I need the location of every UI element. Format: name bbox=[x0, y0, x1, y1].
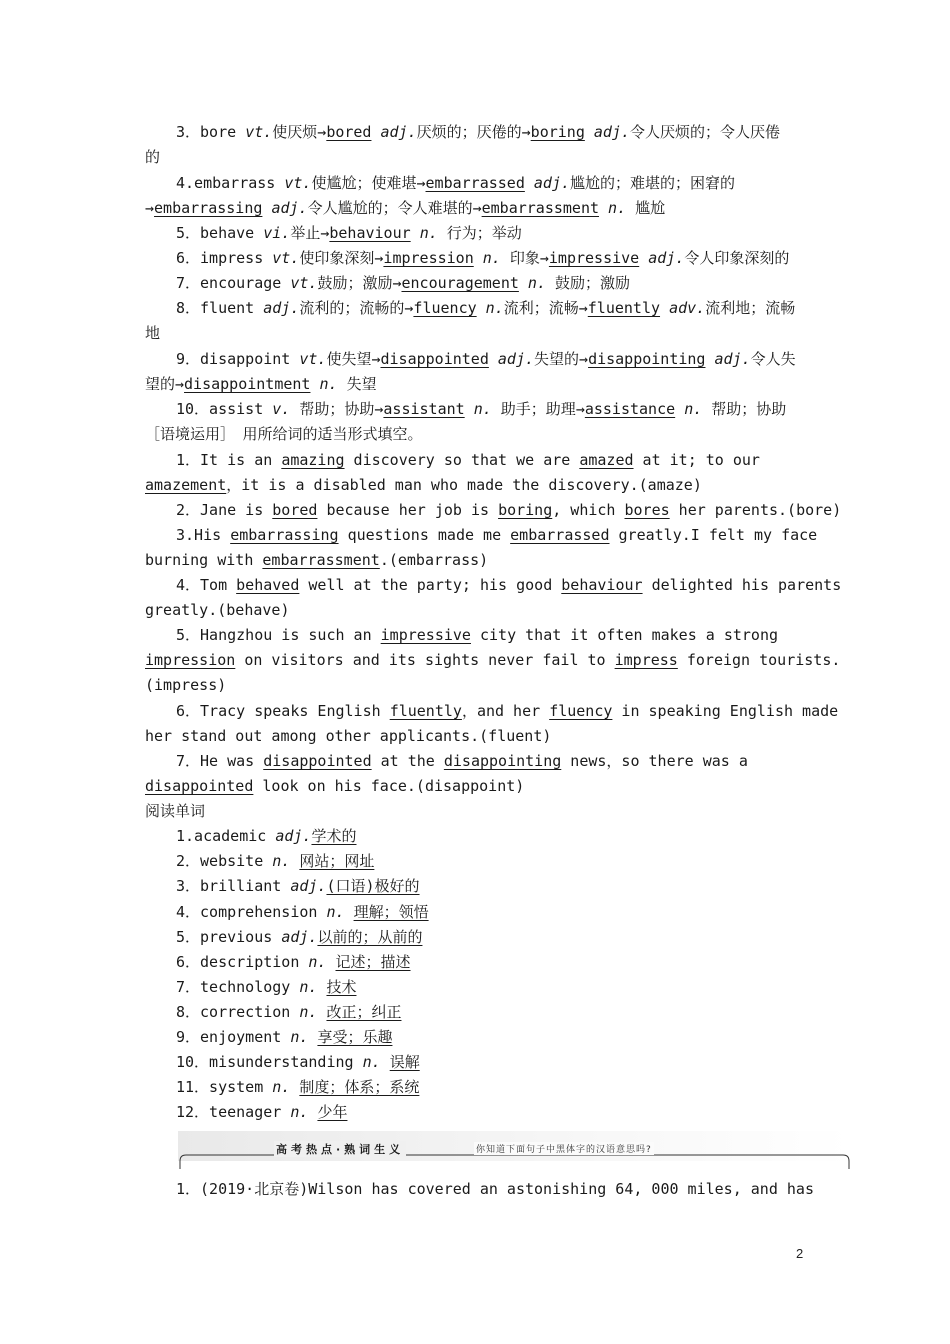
text-run: 尴尬 bbox=[626, 199, 666, 217]
text-line bbox=[176, 120, 813, 145]
text-run: city that it often makes a strong bbox=[470, 626, 779, 644]
answer-blank: fluently bbox=[389, 702, 462, 720]
text-run: 鼓励；激励→ bbox=[317, 274, 402, 292]
text-run: because her job is bbox=[317, 501, 499, 519]
text-line bbox=[176, 749, 813, 774]
part-of-speech: n. bbox=[485, 299, 504, 317]
part-of-speech: n. bbox=[527, 274, 546, 292]
text-run bbox=[489, 350, 498, 368]
text-run: 举止→ bbox=[290, 224, 330, 242]
answer-blank: bored bbox=[272, 501, 318, 519]
text-line bbox=[176, 523, 818, 548]
answer-blank: disappointment bbox=[184, 375, 311, 393]
text-run: 流利；流畅→ bbox=[503, 299, 588, 317]
text-run: delighted his parents bbox=[642, 576, 842, 594]
text-line bbox=[176, 448, 813, 473]
text-run: 9．enjoyment bbox=[176, 1028, 291, 1046]
answer-blank: impress bbox=[614, 651, 678, 669]
text-run bbox=[675, 400, 684, 418]
answer-blank: assistant bbox=[383, 400, 465, 418]
answer-blank: embarrassed bbox=[425, 174, 525, 192]
text-run: 9．disappoint bbox=[176, 350, 300, 368]
part-of-speech: adj. bbox=[263, 299, 300, 317]
text-run: 使失望→ bbox=[326, 350, 381, 368]
text-line bbox=[145, 372, 813, 397]
text-run: 使印象深刻→ bbox=[299, 249, 384, 267]
text-run bbox=[585, 123, 594, 141]
text-line bbox=[145, 648, 841, 673]
text-line bbox=[176, 1075, 813, 1100]
text-line bbox=[145, 548, 813, 573]
page-number: 2 bbox=[796, 1246, 804, 1261]
part-of-speech: n. bbox=[290, 1028, 309, 1046]
answer-blank: impression bbox=[383, 249, 474, 267]
text-line bbox=[176, 221, 813, 246]
answer-blank: 理解；领悟 bbox=[353, 903, 429, 921]
answer-blank: embarrassment bbox=[262, 551, 380, 569]
text-run: 1.academic bbox=[176, 827, 276, 845]
answer-blank: 记述；描述 bbox=[335, 953, 411, 971]
text-run: (impress) bbox=[145, 676, 227, 694]
part-of-speech: vt. bbox=[284, 174, 312, 192]
text-run: ［语境运用］ 用所给词的适当形式填空。 bbox=[145, 425, 423, 443]
answer-blank: behaviour bbox=[561, 576, 643, 594]
part-of-speech: n. bbox=[473, 400, 492, 418]
text-run: 10．misunderstanding bbox=[176, 1053, 363, 1071]
text-run: 望的→ bbox=[145, 375, 185, 393]
text-line bbox=[145, 473, 813, 498]
text-run: at it; to our bbox=[633, 451, 760, 469]
part-of-speech: adj. bbox=[648, 249, 685, 267]
text-run: foreign tourists. bbox=[677, 651, 841, 669]
text-run: 令人厌烦的；令人厌倦 bbox=[630, 123, 781, 141]
section-banner bbox=[178, 1131, 851, 1173]
text-run: 6．Tracy speaks English bbox=[176, 702, 390, 720]
text-line bbox=[176, 975, 813, 1000]
text-run: her stand out among other applicants.(fluent) bbox=[145, 727, 552, 745]
part-of-speech: adj. bbox=[714, 350, 751, 368]
part-of-speech: n. bbox=[419, 224, 438, 242]
text-run bbox=[381, 1053, 390, 1071]
text-run bbox=[639, 249, 648, 267]
answer-blank: behaviour bbox=[329, 224, 411, 242]
answer-blank: embarrassing bbox=[154, 199, 263, 217]
text-line bbox=[176, 925, 813, 950]
answer-blank: disappointed bbox=[145, 777, 254, 795]
text-run: 1．(2019·北京卷)Wilson has covered an astonishing 64, 000 miles, and has bbox=[176, 1180, 814, 1198]
text-run bbox=[705, 350, 714, 368]
answer-blank: 误解 bbox=[389, 1053, 420, 1071]
text-run: 5．behave bbox=[176, 224, 264, 242]
text-run: her parents.(bore) bbox=[669, 501, 842, 519]
part-of-speech: n. bbox=[308, 953, 327, 971]
text-run: 10．assist bbox=[176, 400, 273, 418]
part-of-speech: n. bbox=[272, 1078, 291, 1096]
answer-blank: fluency bbox=[413, 299, 477, 317]
text-run: 8．fluent bbox=[176, 299, 264, 317]
answer-blank: embarrassed bbox=[510, 526, 610, 544]
part-of-speech: adj. bbox=[281, 928, 318, 946]
text-line bbox=[145, 598, 813, 623]
text-line bbox=[145, 774, 813, 799]
text-line bbox=[176, 573, 842, 598]
text-run bbox=[345, 903, 354, 921]
part-of-speech: adj. bbox=[275, 827, 312, 845]
text-run: greatly.I felt my face bbox=[609, 526, 818, 544]
answer-blank: 制度；体系；系统 bbox=[299, 1078, 420, 1096]
text-run bbox=[326, 953, 335, 971]
text-run: ，and her bbox=[461, 702, 550, 720]
text-run bbox=[525, 174, 534, 192]
part-of-speech: adj. bbox=[533, 174, 571, 192]
part-of-speech: v. bbox=[272, 400, 291, 418]
text-run: questions made me bbox=[338, 526, 511, 544]
answer-blank: bored bbox=[326, 123, 372, 141]
text-run: 使尴尬；使难堪→ bbox=[311, 174, 426, 192]
part-of-speech: n. bbox=[482, 249, 501, 267]
text-run: 5．previous bbox=[176, 928, 282, 946]
text-line bbox=[176, 874, 813, 899]
banner-subtitle: 你知道下面句子中黑体字的汉语意思吗? bbox=[474, 1142, 654, 1155]
answer-blank: 以前的；从前的 bbox=[317, 928, 423, 946]
text-run: 7．technology bbox=[176, 978, 300, 996]
text-line bbox=[176, 347, 813, 372]
text-line bbox=[145, 422, 813, 447]
text-run: on visitors and its sights never fail to bbox=[235, 651, 615, 669]
text-run: , which bbox=[552, 501, 625, 519]
answer-blank: encouragement bbox=[401, 274, 519, 292]
text-run bbox=[519, 274, 528, 292]
part-of-speech: n. bbox=[608, 199, 627, 217]
text-run: 令人失 bbox=[750, 350, 796, 368]
text-run: 12．teenager bbox=[176, 1103, 291, 1121]
answer-blank: boring bbox=[498, 501, 553, 519]
text-run: discovery so that we are bbox=[344, 451, 580, 469]
part-of-speech: adj. bbox=[271, 199, 308, 217]
text-run: 流利的；流畅的→ bbox=[299, 299, 414, 317]
text-run: 4．comprehension bbox=[176, 903, 327, 921]
text-line bbox=[176, 397, 813, 422]
answer-blank: 学术的 bbox=[311, 827, 357, 845]
answer-blank: fluency bbox=[549, 702, 613, 720]
text-run: 7．encourage bbox=[176, 274, 291, 292]
answer-blank: disappointing bbox=[588, 350, 706, 368]
text-run: 流利地；流畅 bbox=[705, 299, 796, 317]
text-line bbox=[145, 799, 813, 824]
text-run: 地 bbox=[145, 324, 161, 342]
text-run: 4.embarrass bbox=[176, 174, 285, 192]
text-run: 的 bbox=[145, 148, 161, 166]
text-line bbox=[176, 849, 813, 874]
answer-blank: amazement bbox=[145, 476, 227, 494]
text-run bbox=[310, 375, 319, 393]
text-run: 失望的→ bbox=[534, 350, 589, 368]
text-run: 尴尬的；难堪的；困窘的 bbox=[570, 174, 736, 192]
answer-blank: 少年 bbox=[317, 1103, 348, 1121]
text-run: 印象→ bbox=[500, 249, 549, 267]
text-run: 6．impress bbox=[176, 249, 273, 267]
answer-blank: fluently bbox=[587, 299, 661, 317]
text-line bbox=[145, 673, 813, 698]
text-run: look on his face.(disappoint) bbox=[253, 777, 525, 795]
text-run bbox=[465, 400, 474, 418]
text-run: → bbox=[145, 199, 155, 217]
part-of-speech: n. bbox=[362, 1053, 381, 1071]
text-run: in speaking English made bbox=[612, 702, 839, 720]
part-of-speech: n. bbox=[319, 375, 338, 393]
part-of-speech: vt. bbox=[290, 274, 318, 292]
text-line bbox=[176, 498, 842, 523]
part-of-speech: adj. bbox=[593, 123, 631, 141]
text-line bbox=[176, 1177, 813, 1202]
part-of-speech: n. bbox=[290, 1103, 309, 1121]
text-run: well at the party; his good bbox=[299, 576, 562, 594]
answer-blank: impressive bbox=[548, 249, 640, 267]
part-of-speech: vt. bbox=[299, 350, 327, 368]
text-line bbox=[176, 900, 813, 925]
text-run: 帮助；协助→ bbox=[290, 400, 384, 418]
answer-blank: impression bbox=[145, 651, 236, 669]
answer-blank: embarrassing bbox=[230, 526, 339, 544]
text-run: 使厌烦→ bbox=[272, 123, 327, 141]
answer-blank: boring bbox=[530, 123, 585, 141]
text-run: 3．bore bbox=[176, 123, 246, 141]
answer-blank: disappointed bbox=[263, 752, 372, 770]
text-line bbox=[176, 296, 813, 321]
text-run: 鼓励；激励 bbox=[545, 274, 631, 292]
text-run: ，it is a disabled man who made the discovery.(amaze) bbox=[226, 476, 702, 494]
text-line bbox=[176, 623, 813, 648]
text-run: greatly.(behave) bbox=[145, 601, 290, 619]
text-run: 3.His bbox=[176, 526, 231, 544]
text-run bbox=[599, 199, 608, 217]
text-run: 1．It is an bbox=[176, 451, 282, 469]
text-run bbox=[411, 224, 420, 242]
text-line bbox=[176, 271, 813, 296]
answer-blank: disappointed bbox=[380, 350, 489, 368]
text-line bbox=[145, 724, 813, 749]
answer-blank: 享受；乐趣 bbox=[317, 1028, 393, 1046]
text-line bbox=[176, 950, 813, 975]
banner-title: 高考热点·熟词生义 bbox=[276, 1143, 405, 1156]
text-run bbox=[371, 123, 380, 141]
answer-blank: amazing bbox=[281, 451, 345, 469]
text-line bbox=[145, 145, 813, 170]
part-of-speech: vi. bbox=[263, 224, 291, 242]
text-run: 令人印象深刻的 bbox=[684, 249, 790, 267]
answer-blank: 网站；网址 bbox=[299, 852, 375, 870]
text-run: 7．He was bbox=[176, 752, 264, 770]
text-line bbox=[176, 1000, 813, 1025]
text-line bbox=[176, 246, 813, 271]
part-of-speech: adj. bbox=[290, 877, 327, 895]
answer-blank: disappointing bbox=[443, 752, 562, 770]
part-of-speech: adv. bbox=[669, 299, 706, 317]
answer-blank: 技术 bbox=[326, 978, 357, 996]
part-of-speech: vt. bbox=[272, 249, 300, 267]
text-run: 失望 bbox=[337, 375, 377, 393]
text-run: at the bbox=[371, 752, 444, 770]
text-run: 6．description bbox=[176, 953, 309, 971]
answer-blank: bores bbox=[624, 501, 670, 519]
text-run: 2．Jane is bbox=[176, 501, 273, 519]
answer-blank: 改正；纠正 bbox=[326, 1003, 402, 1021]
text-run: 令人尴尬的；令人难堪的→ bbox=[307, 199, 482, 217]
text-run bbox=[474, 249, 483, 267]
text-line bbox=[176, 1025, 813, 1050]
text-run: 3．brilliant bbox=[176, 877, 291, 895]
text-line bbox=[176, 171, 813, 196]
text-run: 4．Tom bbox=[176, 576, 237, 594]
text-line bbox=[145, 321, 813, 346]
answer-blank: impressive bbox=[380, 626, 471, 644]
text-run: 帮助；协助 bbox=[702, 400, 787, 418]
text-line bbox=[176, 1100, 813, 1125]
answer-blank: amazed bbox=[579, 451, 634, 469]
text-run: 8．correction bbox=[176, 1003, 300, 1021]
text-run: .(embarrass) bbox=[379, 551, 489, 569]
text-line bbox=[145, 196, 813, 221]
text-run: 厌烦的；厌倦的→ bbox=[416, 123, 531, 141]
text-run: 助手；助理→ bbox=[491, 400, 585, 418]
answer-blank: embarrassment bbox=[481, 199, 600, 217]
answer-blank: behaved bbox=[236, 576, 300, 594]
part-of-speech: n. bbox=[299, 1003, 318, 1021]
text-line bbox=[176, 1050, 813, 1075]
text-run: 2．website bbox=[176, 852, 273, 870]
part-of-speech: n. bbox=[272, 852, 291, 870]
part-of-speech: adj. bbox=[380, 123, 417, 141]
answer-blank: assistance bbox=[584, 400, 676, 418]
part-of-speech: n. bbox=[299, 978, 318, 996]
text-run: news，so there was a bbox=[561, 752, 748, 770]
text-line bbox=[176, 824, 813, 849]
text-run: 11．system bbox=[176, 1078, 273, 1096]
text-run: 5．Hangzhou is such an bbox=[176, 626, 381, 644]
text-run bbox=[660, 299, 669, 317]
answer-blank: (口语)极好的 bbox=[326, 877, 420, 895]
text-line bbox=[176, 699, 839, 724]
part-of-speech: adj. bbox=[497, 350, 535, 368]
part-of-speech: vt. bbox=[245, 123, 273, 141]
text-run: 行为；举动 bbox=[437, 224, 522, 242]
text-run: burning with bbox=[145, 551, 263, 569]
part-of-speech: n. bbox=[684, 400, 703, 418]
text-run: 阅读单词 bbox=[145, 802, 206, 820]
part-of-speech: n. bbox=[326, 903, 345, 921]
text-run bbox=[477, 299, 486, 317]
